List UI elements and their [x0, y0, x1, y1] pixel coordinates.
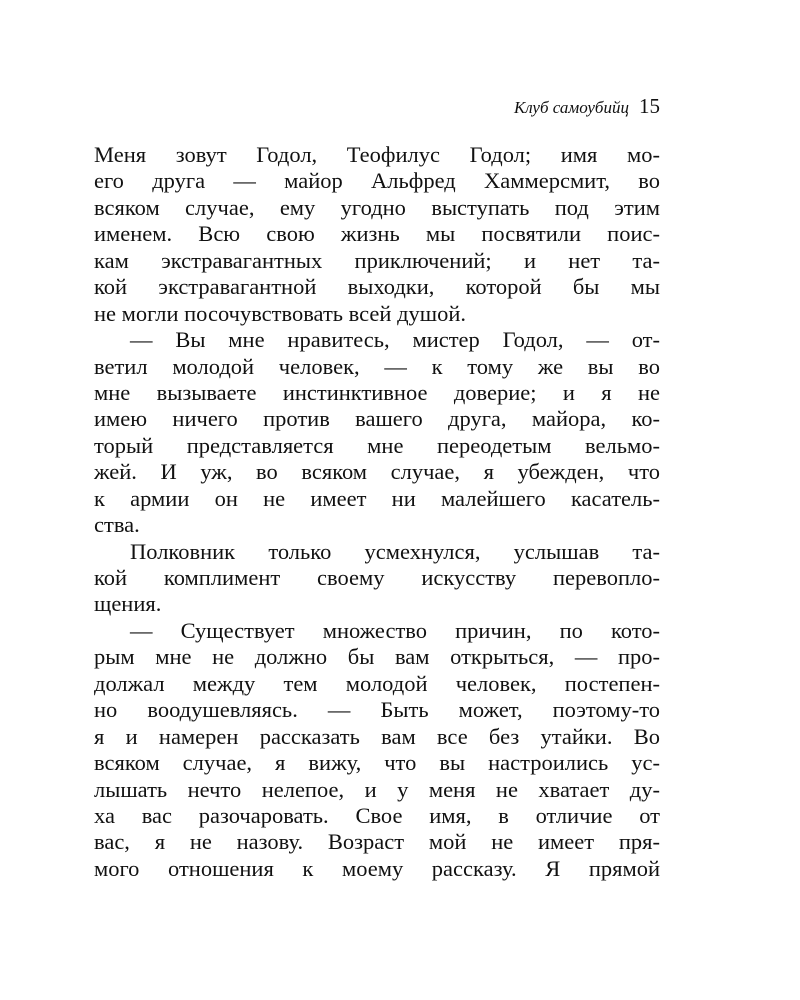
paragraph-1	[94, 142, 660, 327]
text-line: лышать нечто нелепое, и у меня не хватает ду-	[94, 776, 660, 802]
text-line: кой экстравагантной выходки, которой бы мы	[94, 274, 660, 300]
text-line: жей. И уж, во всяком случае, я убежден, что	[94, 459, 660, 485]
text-line: кам экстравагантных приключений; и нет та-	[94, 247, 660, 273]
text-line: к армии он не имеет ни малейшего касатель-	[94, 485, 660, 511]
text-line: ха вас разочаровать. Свое имя, в отличие от	[94, 802, 660, 828]
text-line: его друга — майор Альфред Хаммерсмит, во	[94, 168, 660, 194]
text-line: я и намерен рассказать вам все без утайки. Во	[94, 723, 660, 749]
text-line: должал между тем молодой человек, постепен-	[94, 670, 660, 696]
running-head	[514, 94, 660, 119]
body-text	[94, 142, 660, 882]
text-line: мого отношения к моему рассказу. Я прямой	[94, 855, 660, 881]
text-line: Меня зовут Годол, Теофилус Годол; имя мо-	[94, 142, 660, 167]
text-line: всяком случае, я вижу, что вы настроились ус-	[94, 750, 660, 776]
paragraph-4	[94, 618, 660, 882]
text-line: рым мне не должно бы вам открыться, — про-	[94, 644, 660, 670]
text-line: мне вызываете инстинктивное доверие; и я не	[94, 379, 660, 405]
text-line: кой комплимент своему искусству перевопло-	[94, 565, 660, 590]
text-line: имею ничего против вашего друга, майора, ко-	[94, 406, 660, 432]
text-line: вас, я не назову. Возраст мой не имеет пря-	[94, 829, 660, 855]
running-title: Клуб самоубийц	[513, 98, 629, 117]
text-line: не могли посочувствовать всей душой.	[94, 300, 467, 326]
text-line: ства.	[94, 512, 140, 538]
paragraph-3	[94, 539, 660, 618]
text-line: но воодушевляясь. — Быть может, поэтому-то	[94, 697, 660, 723]
text-line: Полковник только усмехнулся, услышав та-	[130, 538, 660, 564]
text-line: — Вы мне нравитесь, мистер Годол, — от-	[130, 327, 660, 353]
text-line: ветил молодой человек, — к тому же вы во	[94, 353, 660, 379]
text-line: торый представляется мне переодетым вельмо-	[94, 432, 660, 458]
text-line: всяком случае, ему угодно выступать под этим	[94, 194, 660, 220]
text-line: — Существует множество причин, по кото-	[130, 617, 660, 643]
text-line: щения.	[94, 591, 162, 617]
paragraph-2	[94, 327, 660, 539]
text-line: именем. Всю свою жизнь мы посвятили поис-	[94, 221, 660, 247]
page-number: 15	[639, 94, 660, 118]
